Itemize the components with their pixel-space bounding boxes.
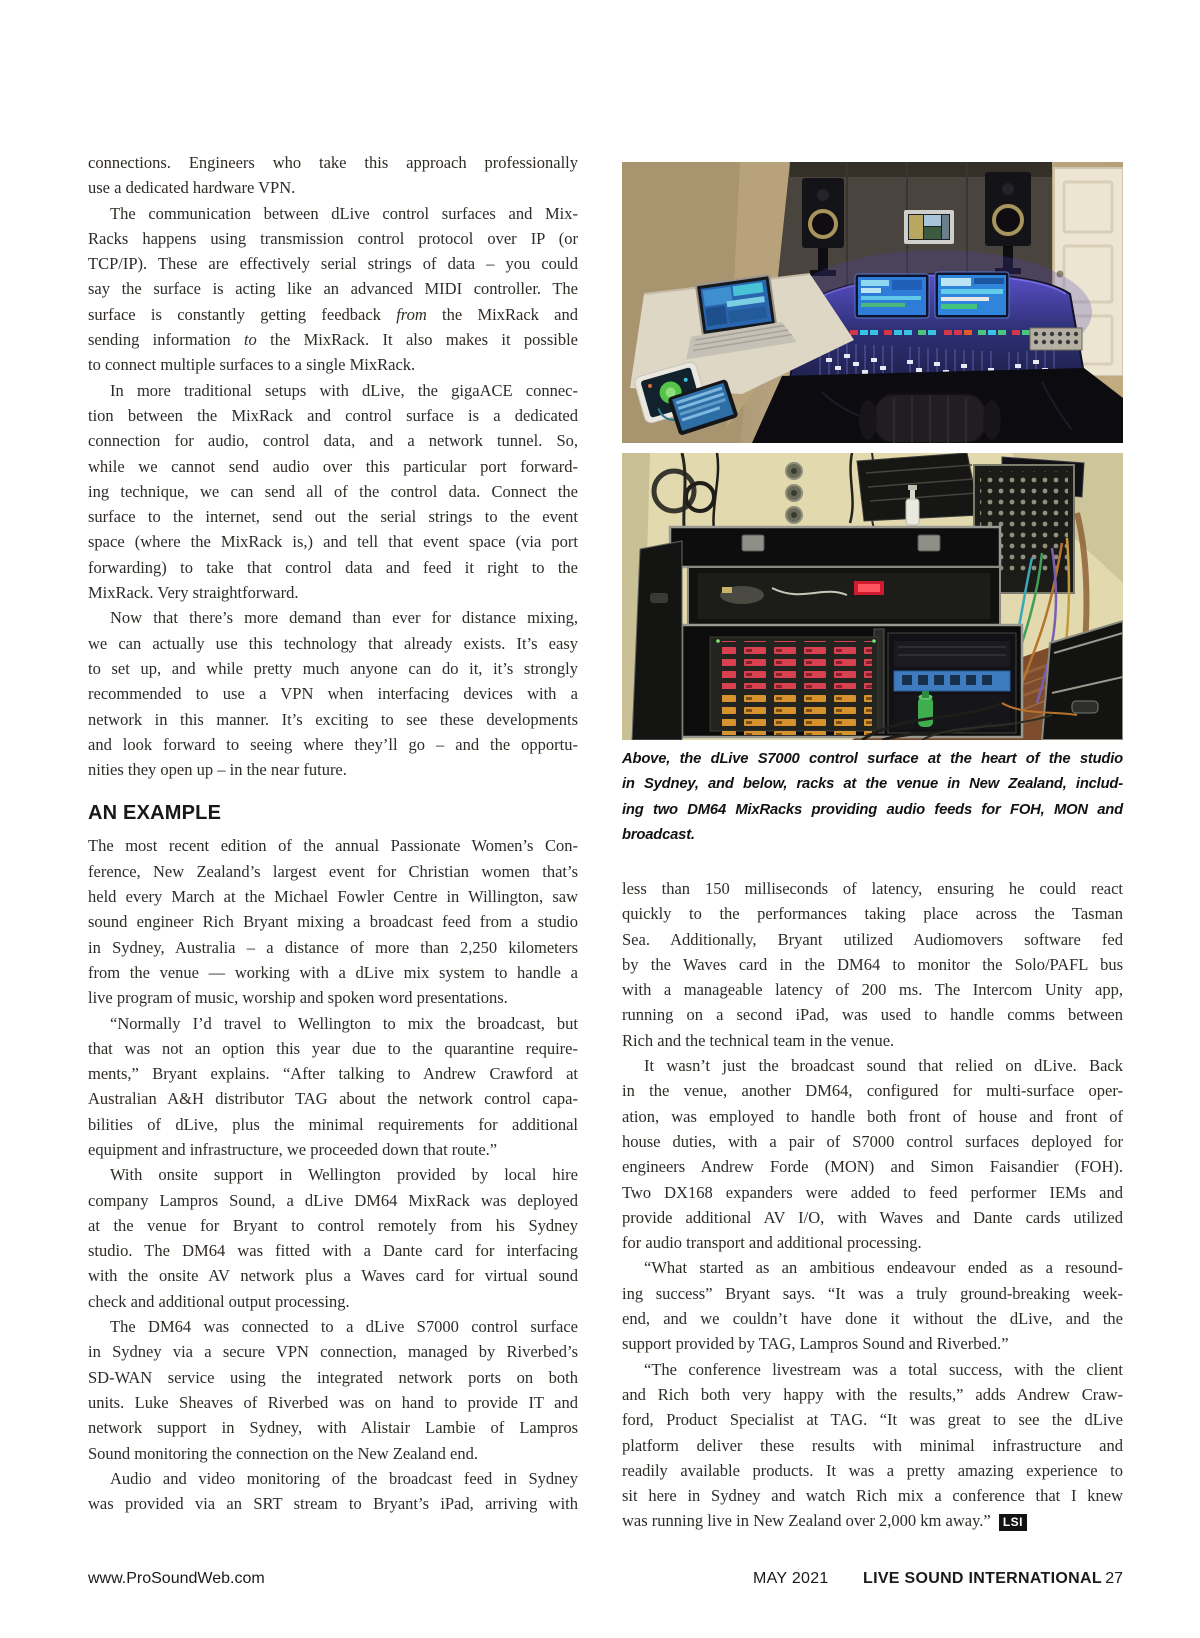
lsi-end-badge: LSI	[999, 1514, 1027, 1531]
video-monitor	[904, 210, 954, 244]
studio-photo	[622, 162, 1123, 443]
paragraph-2: The communication between dLive control surfaces and Mix- Racks happens using transmission control protocol over IP (or TCP/IP). These are effectively serial strings of data – you could say the surface is acting like an advanced MIDI controller. The surface is constantly getting feedback from the MixRack and sending information to the MixRack. It also makes it possible to connect multiple surfaces to a single MixRack.	[88, 203, 579, 375]
right-column	[622, 876, 1123, 1534]
section-heading: AN EXAMPLE	[88, 802, 222, 825]
studio-photo-graphic	[622, 162, 1123, 443]
paragraph-8: The DM64 was connected to a dLive S7000 control surface in Sydney via a secure VPN connection, managed by Riverbed’s SD-WAN service using the integrated network ports on both units. Luke Sheaves of Riverbed was on hand to provide IT and network support in Sydney, with Alistair Lambie of Lampros Sound monitoring the connection on the New Zealand end.	[88, 1317, 578, 1463]
paragraph-10: less than 150 milliseconds of latency, ensuring he could react quickly to the performances taking place across the Tasman Sea. Additionally, Bryant utilized Audiomovers software fed by the Waves card in the DM64 to monitor the Solo/PAFL bus with a manageable latency of 200 ms. The Intercom Unity app, running on a second iPad, was used to handle comms between Rich and the technical team in the venue.	[622, 879, 1123, 1050]
left-column	[88, 150, 578, 1516]
footer-magazine-name: LIVE SOUND INTERNATIONAL	[863, 1570, 1102, 1587]
top-road-case	[670, 527, 1000, 567]
page-footer	[0, 1570, 1200, 1596]
paragraph-11: It wasn’t just the broadcast sound that relied on dLive. Back in the venue, another DM64, configured for multi-surface oper- ation, was employed to handle both front of house and front of house duties, with a pair of S7000 control surfaces deployed for engineers Andrew Forde (MON) and Simon Faisandier (FOH). Two DX168 expanders were added to feed performer IEMs and provide additional AV I/O, with Waves and Dante cards utilized for audio transport and additional processing.	[622, 1056, 1123, 1253]
paragraph-9: Audio and video monitoring of the broadcast feed in Sydney was provided via an SRT stream to Bryant’s iPad, arriving with	[88, 1468, 578, 1514]
paragraph-1: connections. Engineers who take this approach professionally use a dedicated hardware VPN.	[88, 153, 578, 198]
paragraph-3: In more traditional setups with dLive, the gigaACE connec- tion between the MixRack and control surface is a dedicated connection for audio, control data, and a network tunnel. So, while we cannot send audio over this particular port forward- ing technique, we can send all of the control data. Connect the surface to the internet, send out the serial strings to the event space (where the MixRack is,) and tell that event space (via port forwarding) to take that control data and feed it right to the MixRack. Very straightforward.	[88, 380, 578, 603]
mid-rack	[688, 567, 1000, 625]
venue-racks-graphic	[622, 453, 1123, 740]
footer-issue-date: MAY 2021	[753, 1570, 829, 1587]
photo-caption-text: Above, the dLive S7000 control surface at the heart of the studio in Sydney, and below, racks at the venue in New Zealand, includ- ing two DM64 MixRacks providing audio feeds for FOH, MON and broadcast.	[622, 751, 1123, 844]
photo-caption	[622, 747, 1123, 849]
paragraph-5: The most recent edition of the annual Passionate Women’s Con- ference, New Zealand’s largest event for Christian women that’s held every March at the Michael Fowler Centre in Willington, saw sound engineer Rich Bryant mixing a broadcast feed from a studio in Sydney, Australia – a distance of more than 2,250 kilometers from the venue — working with a dLive mix system to handle a live program of music, worship and spoken word presentations.	[88, 836, 578, 1008]
outboard-rack-unit	[1030, 328, 1082, 350]
paragraph-7: With onsite support in Wellington provided by local hire company Lampros Sound, a dLive DM64 MixRack was deployed at the venue for Bryant to control remotely from his Sydney studio. The DM64 was fitted with a Dante card for interfacing with the onsite AV network plus a Waves card for virtual sound check and additional output processing.	[88, 1165, 578, 1311]
paragraph-12: “What started as an ambitious endeavour ended as a resound- ing success” Bryant says. “It was a truly ground-breaking week- end, and we couldn’t have done it without the dLive, and the support provided by TAG, Lampros Sound and Riverbed.”	[622, 1258, 1123, 1354]
red-connector-modules	[722, 641, 872, 689]
paragraph-4: Now that there’s more demand than ever for distance mixing, we can actually use this technology that already exists. It’s easy to set up, and while pretty much anyone can do it, it’s strongly recommended to use a VPN when interfacing devices with a network in this manner. It’s exciting to see these developments and look forward to seeing where they’ll go – and the opportu- nities they open up – in the near future.	[88, 608, 578, 780]
footer-page-number: 27	[1105, 1570, 1123, 1587]
venue-racks-photo	[622, 453, 1123, 740]
orange-connector-modules	[722, 691, 872, 735]
wall-connector-plates	[786, 463, 802, 523]
green-spray-can	[918, 691, 933, 727]
footer-website: www.ProSoundWeb.com	[88, 1570, 265, 1587]
paragraph-6: “Normally I’d travel to Wellington to mix the broadcast, but that was not an option this year due to the quarantine require- ments,” Bryant explains. “After talking to Andrew Crawford at Australian A&H distributor TAG about the network control capa- bilities of dLive, plus the minimal requirements for additional equipment and infrastructure, we proceeded down that route.”	[88, 1013, 578, 1159]
mixrack-case	[682, 625, 1022, 737]
office-chair	[859, 394, 1001, 443]
paragraph-13: “The conference livestream was a total success, with the client and Rich both very happy with the results,” adds Andrew Craw- ford, Product Specialist at TAG. “It was great to see the dLive platform deliver these results with minimal infrastructure and readily available products. It was a pretty amazing experience to sit here in Sydney and watch Rich mix a conference that I knew was running live in New Zealand over 2,000 km away.” LSI	[622, 1359, 1123, 1531]
